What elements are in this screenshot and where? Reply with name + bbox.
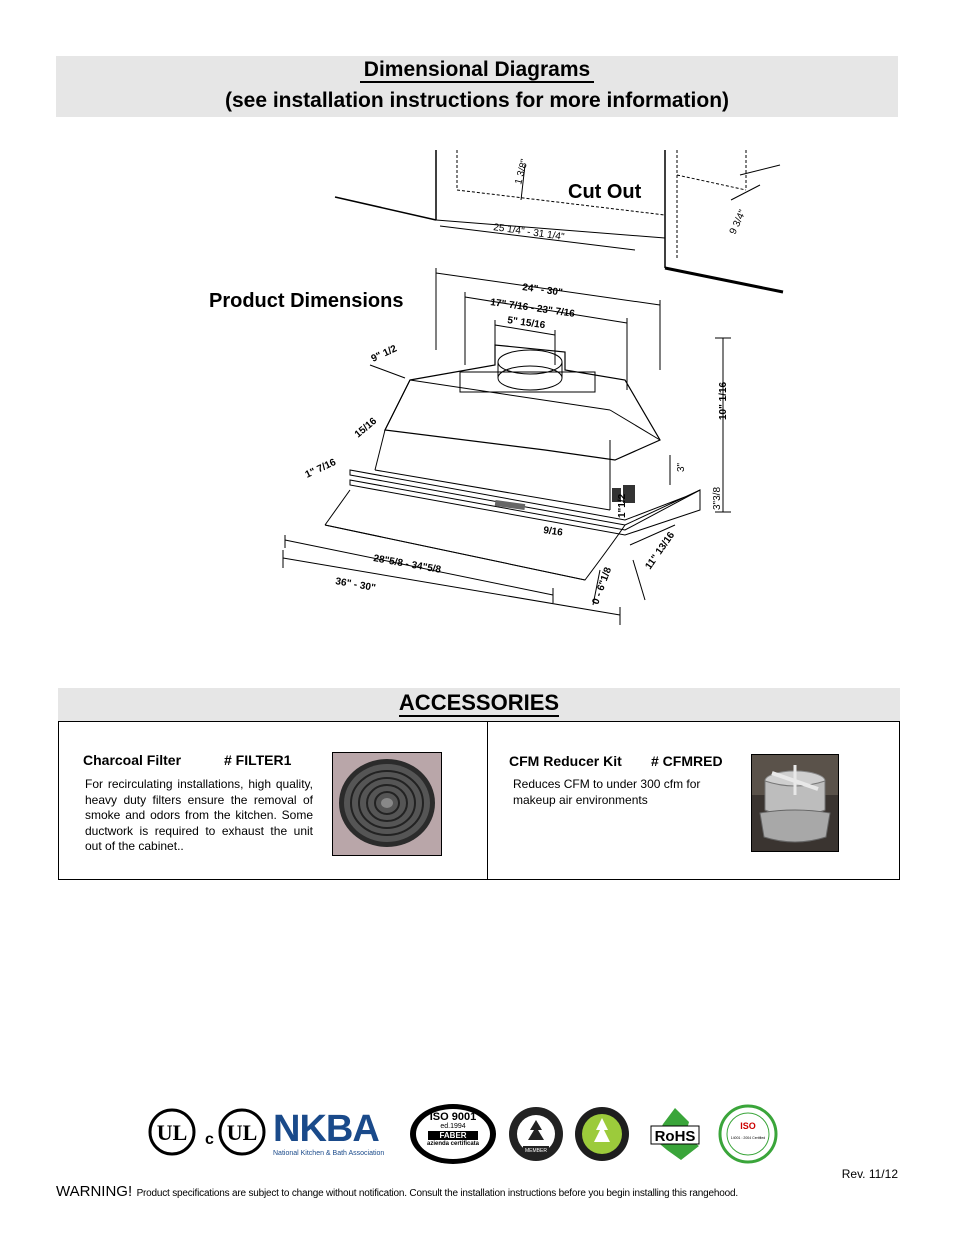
warning-line [56, 1183, 916, 1201]
accessories-band [58, 688, 900, 721]
accessories-title [58, 690, 900, 716]
cfm-reducer-name: CFM Reducer Kit [509, 753, 622, 769]
dim-height: 10" 1/16 [718, 381, 729, 420]
svg-text:UL: UL [226, 1120, 258, 1145]
cfm-reducer-photo [751, 754, 839, 852]
dimensional-diagram [195, 140, 795, 640]
nkba-logo [273, 1110, 401, 1157]
dim-nine-16: 9/16 [542, 525, 564, 539]
dim-cut-depth: 1 3/8" [513, 158, 531, 186]
page-title [56, 58, 898, 82]
header-band [56, 56, 898, 117]
iso-14001-icon [718, 1104, 778, 1164]
page-title-text: Dimensional Diagrams [360, 58, 594, 83]
dim-cut-width: 25 1/4" - 31 1/4" [492, 222, 566, 243]
green-building-member-text: MEMBER [525, 1148, 547, 1154]
warning-text: Product specifications are subject to change without notification. Consult the installation instructions before you begin installing this rangehood. [136, 1188, 738, 1199]
dim-outer-width: 24" - 30" [521, 282, 564, 299]
iso-9001-brand: FABER [428, 1131, 478, 1140]
dim-inner-width: 17" 7/16 - 23" 7/16 [489, 297, 576, 320]
cfm-reducer-code: # CFMRED [651, 753, 723, 769]
svg-text:UL: UL [156, 1120, 188, 1145]
iso-9001-ed: ed.1994 [440, 1123, 466, 1130]
green-building-member-icon [508, 1106, 564, 1162]
revision-label: Rev. 11/12 [841, 1167, 898, 1181]
rohs-compliant-icon [645, 1104, 705, 1164]
nkba-logo-subtext: National Kitchen & Bath Association [273, 1150, 385, 1157]
iso-9001-logo [410, 1104, 496, 1164]
svg-text:c: c [205, 1131, 214, 1148]
accessories-divider [487, 722, 488, 879]
dim-side-depth: 9" 1/2 [369, 343, 399, 365]
dim-duct: 5" 15/16 [506, 315, 546, 332]
certification-logos [148, 1100, 788, 1168]
nkba-logo-text: NKBA [273, 1108, 379, 1150]
dim-front-lip: 1" 7/16 [303, 456, 338, 481]
dim-three: 3" [676, 462, 687, 472]
cfm-reducer-description: Reduces CFM to under 300 cfm for makeup air environments [513, 777, 701, 807]
c-mark-icon [203, 1128, 217, 1148]
iso-9001-cert: azienda certificata [426, 1141, 480, 1147]
dim-ext: 0 - 6"1/8 [590, 565, 615, 607]
rohs-text: RoHS [654, 1128, 696, 1145]
cutout-label: Cut Out [568, 181, 642, 203]
charcoal-filter-description: For recirculating installations, high quality, heavy duty filters ensure the removal of smoke and odors from the kitchen. Some ductwork is required to exhaust the unit out of the cabinet.. [85, 777, 313, 853]
dim-cut-side: 9 3/4" [727, 208, 749, 237]
dim-depth: 11" 13/16 [643, 530, 678, 572]
warning-label: WARNING! [56, 1183, 133, 1200]
product-dimensions-label: Product Dimensions [209, 290, 404, 312]
charcoal-filter-name: Charcoal Filter [83, 752, 182, 768]
dim-one-half: 1"1/2 [617, 493, 628, 518]
accessories-title-text: ACCESSORIES [398, 690, 560, 715]
page-subtitle: (see installation instructions for more information) [224, 89, 730, 112]
dim-front-width: 28"5/8 - 34"5/8 [372, 553, 442, 576]
ul-listed-icon [148, 1108, 196, 1156]
charcoal-filter-photo [332, 752, 442, 856]
dim-three-38: 3"3/8 [712, 486, 723, 510]
iso-14001-sub: 14001 : 2004 Certified [730, 1136, 766, 1140]
dim-overall: 36" - 30" [334, 576, 377, 595]
accessories-box [58, 721, 900, 880]
iso-14001-title: ISO [740, 1121, 756, 1131]
charcoal-filter-code: # FILTER1 [224, 752, 292, 768]
dim-lip: 15/16 [352, 415, 380, 441]
cul-listed-icon [218, 1108, 266, 1156]
green-leaf-member-icon [572, 1106, 632, 1162]
iso-9001-title: ISO 9001 [429, 1111, 477, 1123]
